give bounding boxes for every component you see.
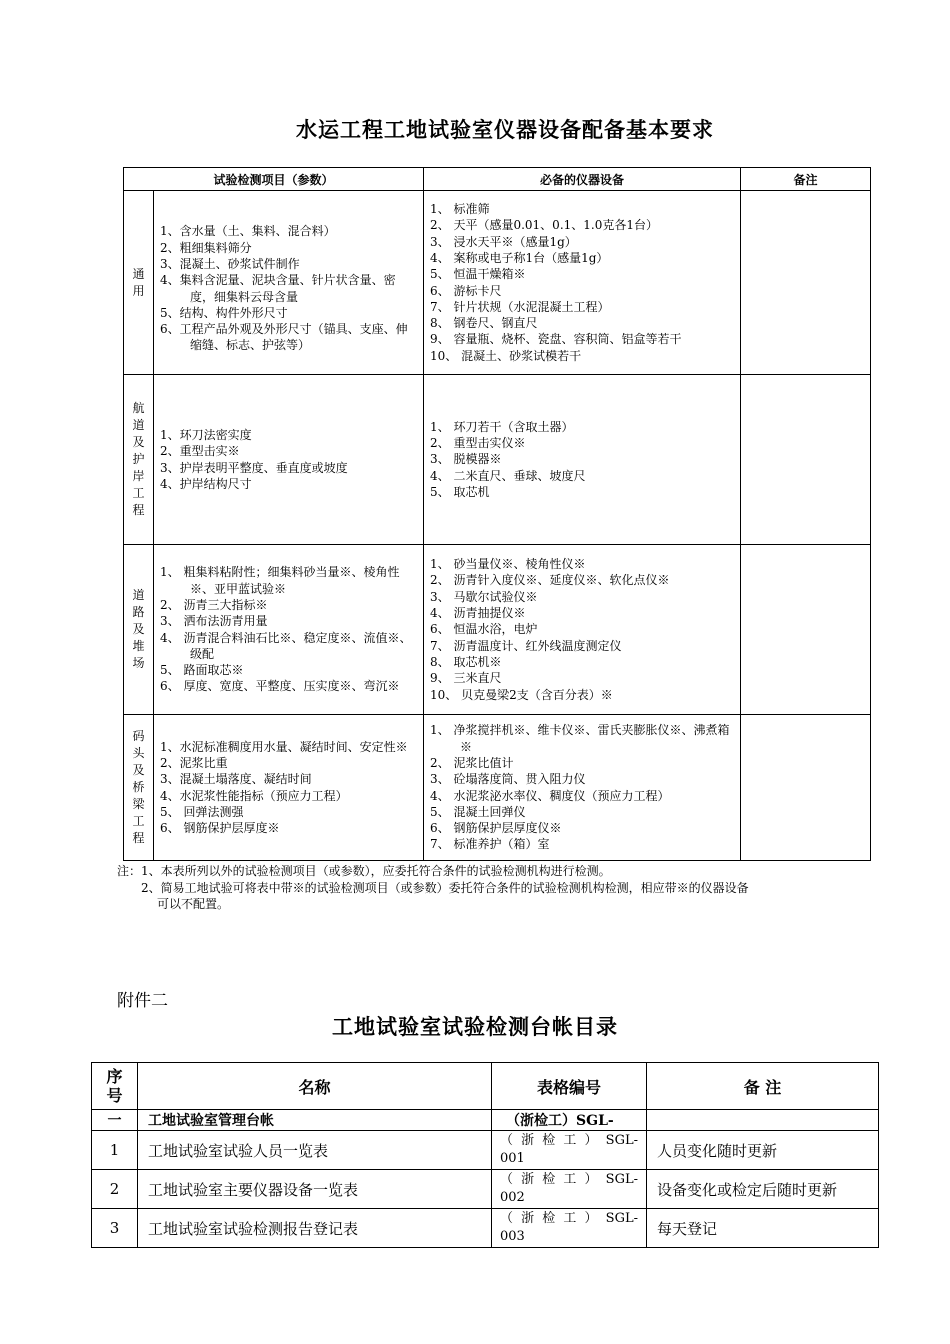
table-header-row xyxy=(92,1063,879,1110)
list-item: 5、 回弹法测强 xyxy=(160,804,244,819)
list-item: 1、水泥标准稠度用水量、凝结时间、安定性※ xyxy=(160,739,408,754)
list-item: 8、 钢卷尺、钢直尺 xyxy=(430,316,538,331)
list-item: 4、 沥青混合料油石比※、稳定度※、流值※、级配 xyxy=(160,630,412,661)
row-no: 2 xyxy=(92,1170,138,1209)
page-title-1: 水运工程工地试验室仪器设备配备基本要求 xyxy=(296,117,714,142)
table-row xyxy=(92,1209,879,1248)
row-code: （ 浙 检 工 ） SGL-001 xyxy=(492,1131,647,1170)
section-code: （浙检工）SGL- xyxy=(492,1110,647,1131)
section-no: 一 xyxy=(92,1110,138,1131)
table-row xyxy=(92,1170,879,1209)
category-cell: 通用 xyxy=(124,191,154,375)
list-item: 3、护岸表明平整度、垂直度或坡度 xyxy=(160,460,348,475)
header-code: 表格编号 xyxy=(492,1063,647,1110)
row-note: 人员变化随时更新 xyxy=(647,1131,879,1170)
list-item: 3、混凝土、砂浆试件制作 xyxy=(160,256,300,271)
list-item: 5、 取芯机 xyxy=(430,484,490,499)
list-item: 10、 混凝土、砂浆试模若干 xyxy=(430,348,582,363)
footnote-2-cont: 可以不配置。 xyxy=(157,897,230,911)
header-name: 名称 xyxy=(138,1063,492,1110)
list-item: 4、 二米直尺、垂球、坡度尺 xyxy=(430,468,586,483)
list-item: 4、护岸结构尺寸 xyxy=(160,476,252,491)
list-item: 2、 沥青三大指标※ xyxy=(160,597,268,612)
footnote-2: 2、简易工地试验可将表中带※的试验检测项目（或参数）委托符合条件的试验检测机构检测，相应带※的仪器设备 xyxy=(141,880,749,895)
attachment-label: 附件二 xyxy=(117,991,168,1011)
list-item: 5、结构、构件外形尺寸 xyxy=(160,305,288,320)
equipment-requirements-table xyxy=(123,167,871,861)
list-item: 3、混凝土塌落度、凝结时间 xyxy=(160,772,312,787)
list-item: 1、环刀法密实度 xyxy=(160,427,252,442)
list-item: 7、 沥青温度计、红外线温度测定仪 xyxy=(430,638,622,653)
row-code: （ 浙 检 工 ） SGL-002 xyxy=(492,1170,647,1209)
items-cell xyxy=(154,191,424,375)
category-cell: 道路及堆场 xyxy=(124,545,154,715)
list-item: 2、粗细集料筛分 xyxy=(160,240,252,255)
row-note: 设备变化或检定后随时更新 xyxy=(647,1170,879,1209)
list-item: 6、工程产品外观及外形尺寸（锚具、支座、伸缩缝、标志、护弦等） xyxy=(160,322,408,353)
table-row xyxy=(124,545,871,715)
list-item: 9、 容量瓶、烧杯、瓷盘、容积筒、铝盒等若干 xyxy=(430,332,682,347)
list-item: 6、 钢筋保护层厚度※ xyxy=(160,821,280,836)
table-row xyxy=(124,191,871,375)
equipment-cell xyxy=(424,191,741,375)
items-cell xyxy=(154,715,424,861)
row-name: 工地试验室试验检测报告登记表 xyxy=(138,1209,492,1248)
table-header-row xyxy=(124,168,871,191)
list-item: 3、 砼塌落度筒、贯入阻力仪 xyxy=(430,772,586,787)
note-cell xyxy=(741,375,871,545)
list-item: 4、水泥浆性能指标（预应力工程） xyxy=(160,788,348,803)
equipment-cell xyxy=(424,715,741,861)
note-cell xyxy=(741,191,871,375)
note-cell xyxy=(741,715,871,861)
list-item: 1、 粗集料粘附性；细集料砂当量※、棱角性※、亚甲蓝试验※ xyxy=(160,565,400,596)
list-item: 5、 恒温干燥箱※ xyxy=(430,267,526,282)
list-item: 1、 标准筛 xyxy=(430,202,490,217)
category-cell: 码头及桥梁工程 xyxy=(124,715,154,861)
list-item: 5、 混凝土回弹仪 xyxy=(430,804,526,819)
list-item: 4、 水泥浆泌水率仪、稠度仪（预应力工程） xyxy=(430,788,670,803)
list-item: 6、 恒温水浴，电炉 xyxy=(430,622,538,637)
list-item: 5、 路面取芯※ xyxy=(160,663,244,678)
list-item: 7、 标准养护（箱）室 xyxy=(430,837,550,852)
page-title-2: 工地试验室试验检测台帐目录 xyxy=(332,1014,618,1039)
list-item: 6、 厚度、宽度、平整度、压实度※、弯沉※ xyxy=(160,679,400,694)
items-cell xyxy=(154,545,424,715)
list-item: 9、 三米直尺 xyxy=(430,671,502,686)
section-name: 工地试验室管理台帐 xyxy=(138,1110,492,1131)
equipment-cell xyxy=(424,545,741,715)
list-item: 2、 天平（感量0.01、0.1、1.0克各1台） xyxy=(430,218,658,233)
section-note xyxy=(647,1110,879,1131)
ledger-directory-table xyxy=(91,1062,879,1248)
list-item: 2、 沥青针入度仪※、延度仪※、软化点仪※ xyxy=(430,573,670,588)
list-item: 7、 针片状规（水泥混凝土工程） xyxy=(430,299,610,314)
row-name: 工地试验室主要仪器设备一览表 xyxy=(138,1170,492,1209)
row-no: 3 xyxy=(92,1209,138,1248)
items-cell xyxy=(154,375,424,545)
row-note: 每天登记 xyxy=(647,1209,879,1248)
header-notes: 备注 xyxy=(741,168,871,191)
list-item: 10、 贝克曼梁2支（含百分表）※ xyxy=(430,687,613,702)
list-item: 2、重型击实※ xyxy=(160,444,240,459)
note-cell xyxy=(741,545,871,715)
list-item: 8、 取芯机※ xyxy=(430,654,502,669)
equipment-cell xyxy=(424,375,741,545)
list-item: 1、 砂当量仪※、棱角性仪※ xyxy=(430,557,586,572)
header-note: 备 注 xyxy=(647,1063,879,1110)
row-code: （ 浙 检 工 ） SGL-003 xyxy=(492,1209,647,1248)
list-item: 4、 案称或电子称1台（感量1g） xyxy=(430,250,609,265)
list-item: 3、 马歇尔试验仪※ xyxy=(430,589,538,604)
list-item: 2、泥浆比重 xyxy=(160,755,228,770)
list-item: 3、 浸水天平※（感量1g） xyxy=(430,234,577,249)
list-item: 1、含水量（土、集料、混合料） xyxy=(160,224,336,239)
list-item: 3、 脱模器※ xyxy=(430,452,502,467)
table-footnotes xyxy=(117,863,877,913)
table-row xyxy=(124,375,871,545)
table-row xyxy=(92,1131,879,1170)
list-item: 1、 净浆搅拌机※、维卡仪※、雷氏夹膨胀仪※、沸煮箱※ xyxy=(430,723,730,754)
table-row xyxy=(124,715,871,861)
row-name: 工地试验室试验人员一览表 xyxy=(138,1131,492,1170)
section-row xyxy=(92,1110,879,1131)
list-item: 2、 泥浆比值计 xyxy=(430,755,514,770)
header-equipment: 必备的仪器设备 xyxy=(424,168,741,191)
row-no: 1 xyxy=(92,1131,138,1170)
list-item: 4、 沥青抽提仪※ xyxy=(430,606,526,621)
header-no: 序号 xyxy=(92,1063,138,1110)
list-item: 4、集料含泥量、泥块含量、针片状含量、密度，细集料云母含量 xyxy=(160,273,396,304)
category-cell: 航道及护岸工程 xyxy=(124,375,154,545)
list-item: 3、 洒布法沥青用量 xyxy=(160,614,268,629)
list-item: 6、 游标卡尺 xyxy=(430,283,502,298)
footnote-1: 注：1、本表所列以外的试验检测项目（或参数），应委托符合条件的试验检测机构进行检测。 xyxy=(117,864,611,878)
header-test-items: 试验检测项目（参数） xyxy=(124,168,424,191)
list-item: 2、 重型击实仪※ xyxy=(430,436,526,451)
list-item: 1、 环刀若干（含取土器） xyxy=(430,419,574,434)
list-item: 6、 钢筋保护层厚度仪※ xyxy=(430,821,562,836)
